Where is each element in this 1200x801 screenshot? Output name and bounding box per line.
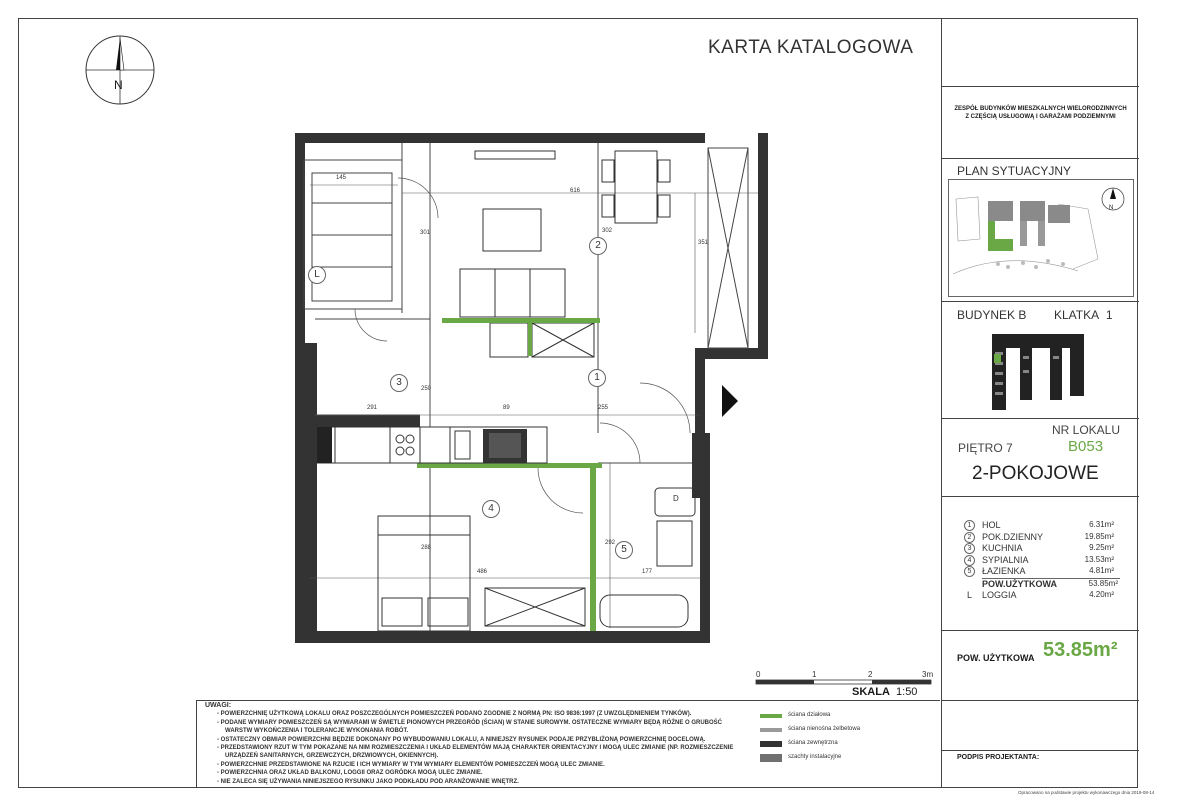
usable-area-row: POW.UŻYTKOWA 53.85m²: [982, 578, 1118, 589]
note-item: - POWIERZCHNIE PRZEDSTAWIONE NA RZUCIE I ICH WYMIARY W TYM WYMIARY ELEMENTÓW POMIESZCZEŃ MOGĄ ULEC ZMIANIE.: [217, 761, 605, 768]
note-item: - POWIERZCHNIĘ UŻYTKOWĄ LOKALU ORAZ POSZCZEGÓLNYCH POMIESZCZEŃ PODANO ZGODNIE Z NORMĄ PN: ISO 9836:1997 (Z UWZGLĘDNIENIEM TYNKÓW).: [217, 711, 692, 718]
total-area-value: 53.85m²: [1043, 639, 1118, 661]
room-row: 5 ŁAZIENKA 4.81m²: [964, 566, 1134, 578]
page-title: KARTA KATALOGOWA: [708, 37, 914, 58]
loggia-row: L LOGGIA 4.20m²: [967, 590, 1114, 600]
room-row: 1 HOL 6.31m²: [964, 520, 1134, 532]
dimension-label: 255: [598, 405, 609, 411]
room-list: [964, 520, 1134, 602]
site-plan-thumbnail: [948, 179, 1134, 297]
notes-block: [205, 702, 733, 786]
north-label: N: [114, 78, 123, 92]
title-block: [941, 18, 1138, 788]
note-item: - POWIERZCHNIA ORAZ UKŁAD BALKONU, LOGGII ORAZ OGRÓDKA MOGĄ ULEC ZMIANIE.: [217, 770, 483, 777]
footer-note: Opracowano na podstawie projektu wykonawczego dnia 2019-08-14: [1018, 790, 1155, 795]
legend-swatch: [760, 754, 782, 762]
note-item: URZĄDZEŃ SANITARNYCH, GRZEWCZYCH, DRZWIOWYCH, OKIENNYCH).: [225, 753, 439, 760]
site-plan-label: PLAN SYTUACYJNY: [957, 164, 1072, 178]
room-row: 3 KUCHNIA 9.25m²: [964, 543, 1134, 555]
notes-divider-vertical: [196, 700, 197, 788]
plan-room-label: 2: [589, 237, 607, 255]
unit-number-label: NR LOKALU: [1052, 423, 1121, 437]
plan-room-label: 3: [390, 374, 408, 392]
dimension-label: 291: [367, 405, 378, 411]
unit-type: 2-POKOJOWE: [972, 463, 1099, 484]
plan-room-label: L: [308, 266, 326, 284]
floor-plan: [290, 133, 770, 653]
notes-heading: UWAGI:: [205, 702, 232, 709]
dimension-label: 351: [698, 240, 709, 246]
wc-label: D: [673, 494, 679, 503]
notes-divider: [196, 700, 940, 701]
dimension-label: 302: [602, 228, 613, 234]
scale-tick: 3m: [922, 670, 934, 679]
dimension-label: 177: [642, 569, 653, 575]
dimension-label: 292: [605, 540, 616, 546]
scale-tick: 1: [812, 670, 817, 679]
note-item: - NIE ZALECA SIĘ UŻYWANIA NINIEJSZEGO RYSUNKU JAKO PODKŁADU POD ARANŻOWANIE WNĘTRZ.: [217, 778, 519, 785]
dimension-label: 288: [421, 545, 432, 551]
scale-tick: 0: [756, 670, 761, 679]
scale-label: SKALA 1:50: [852, 686, 918, 698]
note-item: WARSTW WYKOŃCZENIA I TOLERANCJE WYKONANIA ROBÓT.: [225, 728, 409, 735]
dimension-label: 616: [570, 188, 581, 194]
legend-swatch: [760, 714, 782, 718]
north-arrow-icon: [83, 33, 157, 107]
plan-room-label: 4: [482, 500, 500, 518]
room-row: 4 SYPIALNIA 13.53m²: [964, 555, 1134, 567]
project-name: ZESPÓŁ BUDYNKÓW MIESZKALNYCH WIELORODZINNYCH Z CZĘŚCIĄ USŁUGOWĄ I GARAŻAMI PODZIEMNYMI: [954, 106, 1127, 120]
unit-number: B053: [1068, 438, 1104, 455]
signature-label: PODPIS PROJEKTANTA:: [957, 754, 1040, 761]
note-item: - PRZEDSTAWIONY RZUT W TYM POKAZANE NA NIM ROZMIESZCZENIA I UKŁAD ELEMENTÓW MAJĄ CHARAKTER ORIENTACYJNY I MOGĄ ULEC ZMIANIE (NP. ROZMIESZCZENIE: [217, 745, 734, 752]
stair-label: KLATKA 1: [1054, 308, 1113, 322]
dimension-label: 89: [503, 405, 510, 411]
building-key-plan: [990, 332, 1090, 412]
plan-room-label: 1: [588, 369, 606, 387]
site-plan-north: N: [1109, 205, 1114, 211]
dimension-label: 145: [336, 175, 347, 181]
legend-swatch: [760, 728, 782, 732]
scale-tick: 2: [868, 670, 873, 679]
dimension-label: 486: [477, 569, 488, 575]
total-area-label: POW. UŻYTKOWA: [957, 653, 1035, 663]
plan-room-label: 5: [615, 541, 633, 559]
dimension-label: 301: [420, 230, 431, 236]
note-item: - PODANE WYMIARY POMIESZCZEŃ SĄ WYMIARAMI W ŚWIETLE PIONOWYCH PRZEGRÓD (ŚCIAN) W STANIE SUROWYM. OSTATECZNE WYMIARY BĘDĄ RÓŻNE O GRUBOŚĆ: [217, 719, 723, 726]
dimension-label: 250: [421, 386, 432, 392]
legend-swatch: [760, 741, 782, 747]
building-label: BUDYNEK B: [957, 308, 1027, 322]
floor-label: PIĘTRO 7: [958, 441, 1013, 455]
entrance-arrow-icon: [722, 385, 738, 417]
room-row: 2 POK.DZIENNY 19.85m²: [964, 532, 1134, 544]
note-item: - OSTATECZNY OBMIAR POWIERZCHNI BĘDZIE DOKONANY PO WYBUDOWANIU LOKALU, A NINIEJSZY RYSUNEK PODAJE PRZYBLIŻONĄ POWIERZCHNIĘ DOCELOWĄ.: [217, 736, 706, 743]
